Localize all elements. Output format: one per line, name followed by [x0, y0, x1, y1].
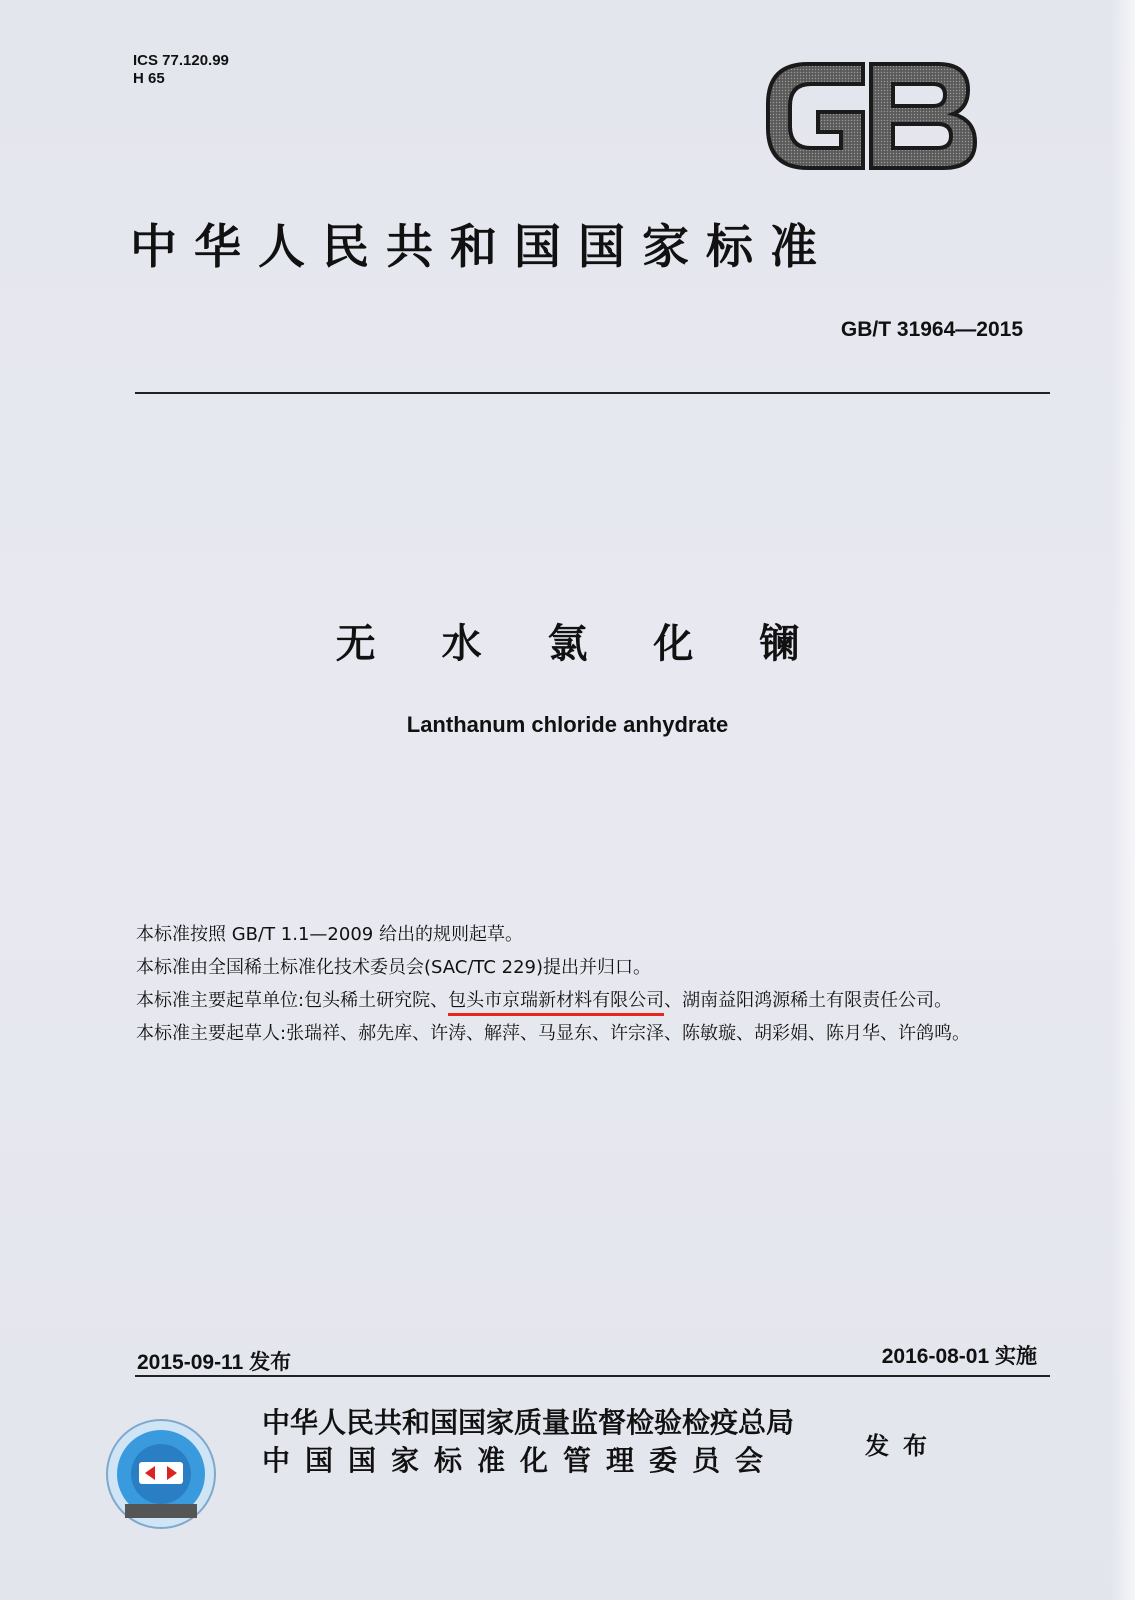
classification-codes — [133, 52, 229, 88]
issuing-authorities — [262, 1404, 794, 1480]
divider — [135, 392, 1050, 394]
issuer-sac: 中国国家标准化管理委员会 — [262, 1444, 779, 1477]
standard-number: GB/T 31964—2015 — [840, 318, 1023, 341]
foreword-line — [96, 984, 1056, 1017]
implement-date: 2016-08-01 实施 — [881, 1345, 1037, 1368]
issue-label: 发布 — [865, 1432, 941, 1460]
document-title-cn: 无 水 氯 化 镧 — [335, 621, 826, 667]
national-standard-title: 中华人民共和国国家标准 — [130, 220, 834, 275]
publish-date: 2015-09-11 发布 — [137, 1351, 292, 1374]
foreword-line: 本标准由全国稀土标准化技术委员会(SAC/TC 229)提出并归口。 — [136, 957, 652, 978]
page-edge — [1111, 0, 1135, 1600]
issuer-aqsiq: 中华人民共和国国家质量监督检验检疫总局 — [262, 1406, 795, 1439]
ccs-code: H 65 — [133, 70, 165, 87]
foreword-line: 本标准主要起草人:张瑞祥、郝先库、许涛、解萍、马显东、许宗泽、陈敏璇、胡彩娟、陈月华、许鸽鸣。 — [136, 1023, 971, 1044]
ics-code: ICS 77.120.99 — [133, 52, 229, 69]
document-title-en: Lanthanum chloride anhydrate — [406, 712, 729, 737]
divider — [135, 1375, 1050, 1377]
drafting-units-prefix: 本标准主要起草单位:包头稀土研究院、 — [136, 990, 449, 1011]
gb-logo-icon — [763, 56, 983, 176]
foreword-line: 本标准按照 GB/T 1.1—2009 给出的规则起草。 — [136, 924, 523, 945]
anti-counterfeit-seal-icon — [105, 1418, 217, 1530]
underlined-company: 包头市京瑞新材料有限公司 — [448, 990, 664, 1016]
foreword — [96, 918, 1056, 1050]
drafting-units-suffix: 、湖南益阳鸿源稀土有限责任公司。 — [664, 990, 953, 1011]
